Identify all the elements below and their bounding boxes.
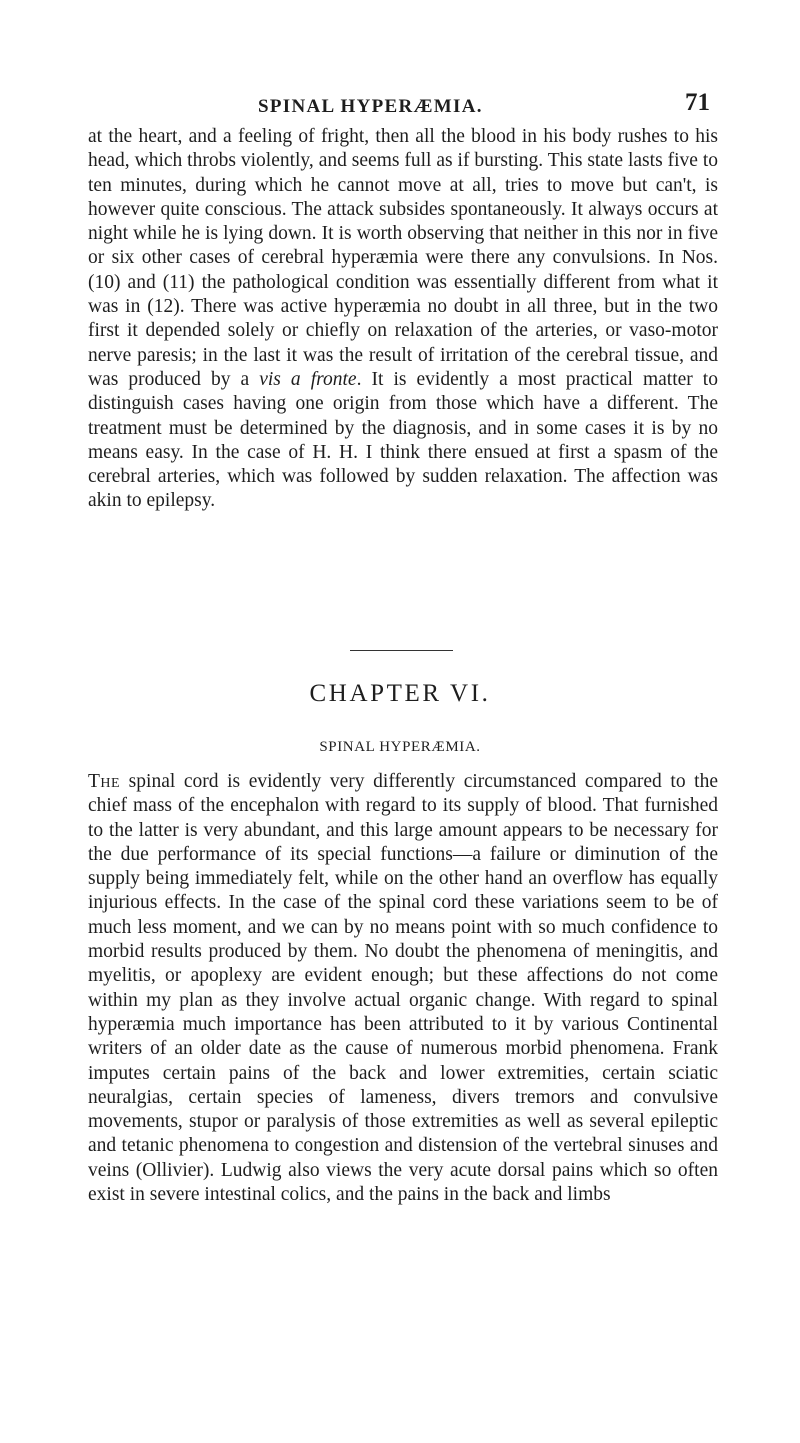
paragraph-text: at the heart, and a feeling of fright, then all the blood in his body rushes to his head, which throbs violently, and seems full as if bursting. This state lasts five to ten minutes, during which he cannot move at all, tries to move but can't, is however quite conscious. The attack subsides spontaneously. It always occurs at night while he is lying down. It is worth observing that neither in this nor in five or six other cases of cerebral hyperæmia were there any convulsions. In Nos. (10) and (11) the pathological condition was essentially different from what it was in (12). There was active hyperæmia no doubt in all three, but in the two first it depended solely or chiefly on relaxation of the arteries, or vaso-motor nerve paresis; in the last it was the result of irritation of the cerebral tissue, and was produced by a xyxy=(88,126,718,390)
paragraph-text: spinal cord is evidently very differently circumstanced compared to the chief mass of the encephalon with regard to its supply of blood. That furnished to the latter is very abundant, and this large amount appears to be necessary for the due performance of its special functions—a failure or diminution of the supply being immediately felt, while on the other hand an overflow has equally injurious effects. In the case of the spinal cord these variations seem to be of much less moment, and we can by no means point with so much confidence to morbid results produced by them. No doubt the phenomena of meningitis, and myelitis, or apoplexy are evident enough; but these affections do not come within my plan as they involve actual organic change. With regard to spinal hyperæmia much importance has been attributed to it by various Continental writers of an older date as the cause of numerous morbid phenomena. Frank imputes certain pains of the back and lower extremities, certain sciatic neuralgias, certain species of lameness, divers tremors and convulsive movements, stupor or paralysis of those extremities as well as several epileptic and tetanic phenomena to congestion and distension of the vertebral sinuses and veins (Ollivier). Ludwig also views the very acute dorsal pains which so often exist in severe intestinal colics, and the pains in the back and limbs xyxy=(88,771,718,1206)
chapter-title: CHAPTER VI. xyxy=(309,680,491,707)
page-number: 71 xyxy=(685,89,710,116)
lead-word: The xyxy=(88,771,121,792)
section-divider xyxy=(350,650,453,651)
paragraph-continued xyxy=(88,125,718,514)
italic-phrase: vis a fronte xyxy=(259,368,357,390)
chapter-paragraph xyxy=(88,770,718,1207)
running-header: SPINAL HYPERÆMIA. xyxy=(258,96,483,117)
paragraph-text: . It is evidently a most practical matter to distinguish cases having one origin from those which have a different. The treatment must be determined by the diagnosis, and in some cases it is by no means easy. In the case of H. H. I think there ensued at first a spasm of the cerebral arteries, which was followed by sudden relaxation. The affection was akin to epilepsy. xyxy=(88,368,718,512)
chapter-subtitle: SPINAL HYPERÆMIA. xyxy=(319,739,481,755)
